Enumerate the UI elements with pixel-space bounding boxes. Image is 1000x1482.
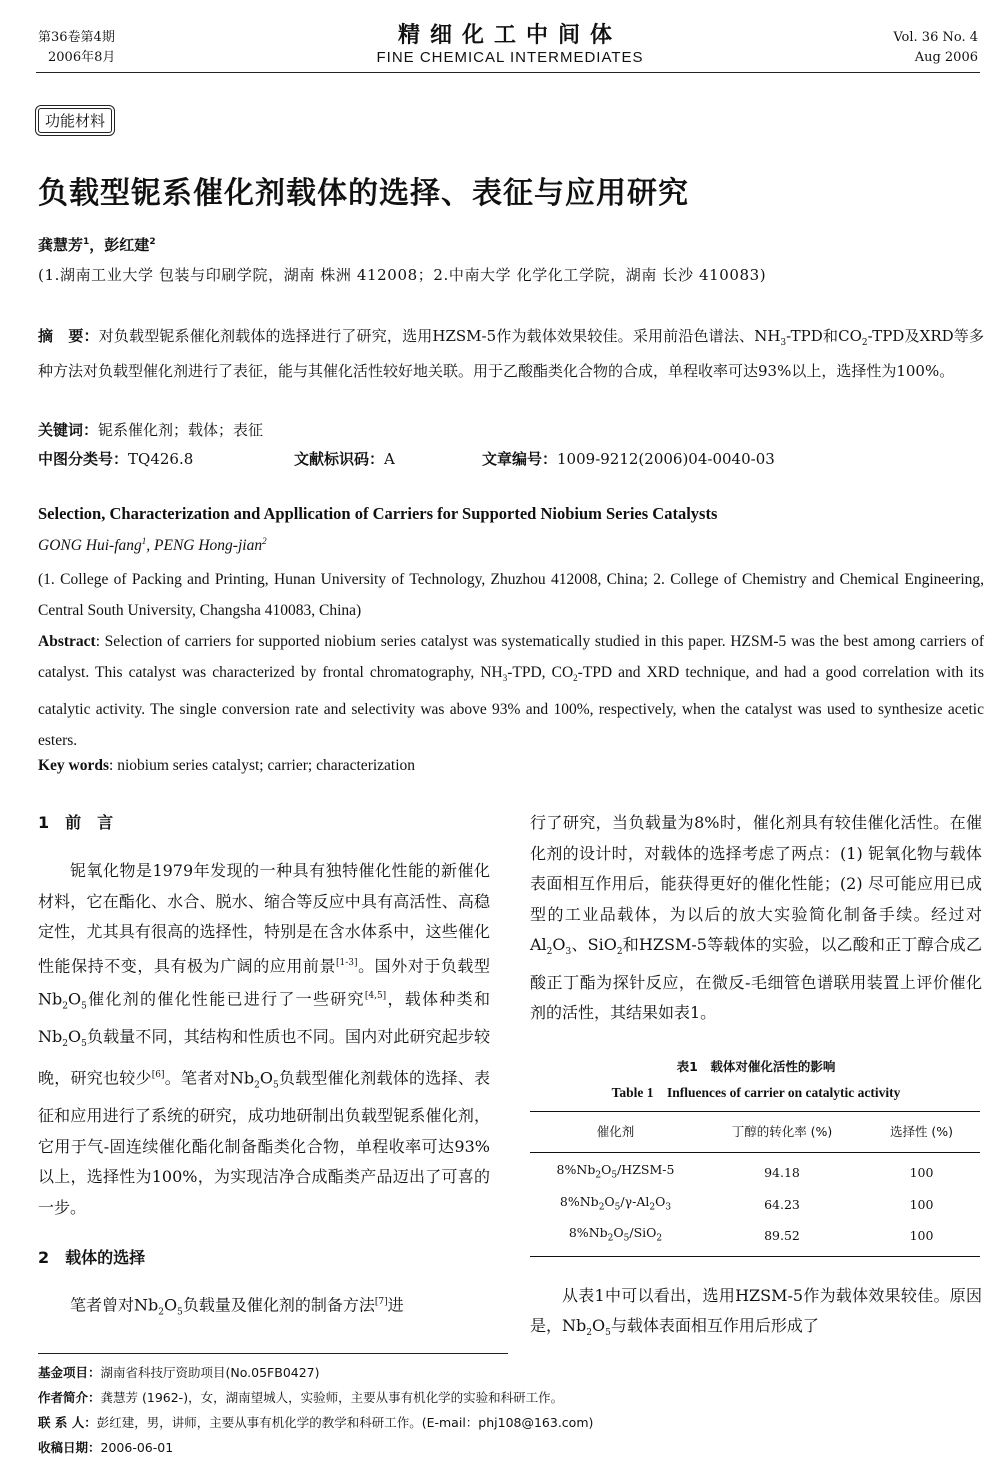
reference-mark: [1-3] [336,957,358,968]
abstract-cn-text: -TPD及XRD等多种方法对负载型催化剂进行了表征，能与其催化活性较好地关联。用于乙酸酯类化合物的合成，单程收率可达93%以上，选择性为100%。 [38,327,984,380]
author-2: 彭红建 [104,236,150,254]
subscript: 5 [81,1001,87,1012]
body-text: O [163,1295,178,1315]
doc-code [294,448,395,469]
doc-code-label: 文献标识码： [294,450,385,468]
keywords-cn-label: 关键词： [38,421,99,439]
table-header-row [530,1111,980,1153]
keywords-en-text: : niobium series catalyst; carrier; characterization [109,757,416,774]
affiliation-en: (1. College of Packing and Printing, Hunan University of Technology, Zhuzhou 412008, China; 2. College of Chemistry and Chemical Engineering, Central South University, Changsha 410083, China) [38,571,984,619]
body-text: 笔者曾对Nb [70,1295,159,1315]
abstract-cn-text: -TPD和CO [786,327,862,345]
abstract-en-text: -TPD and XRD technique, and had a good correlation with its catalytic activity. The single conversion rate and selectivity was above 93% and 100%, respectively, when the catalyst was used to synthesize acetic esters. [38,664,984,750]
footnote-label: 基金项目： [38,1365,101,1380]
header-rule [36,72,980,73]
author-2-en: PENG Hong-jian [154,537,263,555]
subscript: 5 [272,1080,279,1091]
table-cell-conversion: 94.18 [764,1165,800,1181]
body-text: 从表1中可以看出，选用HZSM-5作为载体效果较佳。原因是，Nb [530,1285,982,1336]
body-text: 铌氧化物是1979年发现的一种具有独特催化性能的新催化材料，它在酯化、水合、脱水、缩合等反应中具有高活性、高稳定性，尤其具有很高的选择性，特别是在含水体系中，这些催化性能保持不变，具有极为广阔的应用前景 [38,861,490,975]
table-cell-catalyst: $8\%Nb_2O_5/\gamma-Al_2O_3$ [559,1193,672,1213]
footnote-text: 湖南省科技厅资助项目(No.05FB0427) [100,1365,320,1380]
article-number-value: 1009-9212(2006)04-0040-03 [557,450,775,468]
footnote-text: 彭红建，男，讲师，主要从事有机化学的教学和科研工作。(E-mail：phj108@163.com) [96,1415,594,1430]
section-2-heading: 2 载体的选择 [38,1248,146,1268]
table-cell-selectivity: 100 [863,1220,980,1256]
date-cn: 2006年8月 [48,50,116,65]
abstract-cn-label: 摘 要： [38,327,99,345]
author-1: 龚慧芳 [38,236,84,254]
table-cell-selectivity: 100 [909,1165,934,1181]
body-text: 进 [387,1295,404,1315]
body-text: ，载体种类和Nb [38,989,490,1047]
subscript: 2 [546,947,553,958]
subscript: 2 [62,1001,68,1012]
keywords-cn-text: 铌系催化剂；载体；表征 [98,421,264,439]
section-1-paragraph [38,856,490,1223]
table-row [530,1220,980,1256]
abstract-en-text: -TPD, CO [507,664,574,681]
footnote-label: 作者简介： [38,1390,101,1405]
subscript: 2 [158,1307,164,1318]
footnote-author [38,1385,593,1410]
keywords-en-label: Key words [38,757,110,774]
authors-en [38,536,267,555]
author-separator: , [146,537,155,555]
article-title-en: Selection, Characterization and Appllication of Carriers for Supported Niobium Series Catalysts [38,504,718,523]
footnote-text: 2006-06-01 [100,1440,174,1455]
footnote-received [38,1435,593,1460]
journal-name-cn: 精细化工中间体 [397,23,622,48]
footnote-text: 龚慧芳 (1962-)，女，湖南望城人，实验师，主要从事有机化学的实验和科研工作。 [100,1390,564,1405]
header-volume-cn [38,28,115,68]
affiliation-cn: (1.湖南工业大学 包装与印刷学院，湖南 株洲 412008；2.中南大学 化学化工学院，湖南 长沙 410083) [38,266,767,284]
clc-number [38,448,193,469]
section-2-paragraph [38,1287,490,1328]
table-1 [530,1057,982,1257]
body-text: 、SiO [571,935,617,954]
reference-mark: [6] [151,1070,165,1081]
author-1-en: GONG Hui-fang [38,537,142,555]
article-number-label: 文章编号： [482,450,558,468]
body-text: O [67,989,82,1009]
keywords-cn [38,416,984,444]
body-text: 负载型催化剂载体的选择、表征和应用进行了系统的研究，成功地研制出负载型铌系催化剂，它用于气-固连续催化酯化制备酯类化合物，单程收率可达93%以上，选择性为100%，为实现洁净合成酯类产品迈出了可喜的一步。 [38,1068,490,1217]
table-row [530,1153,980,1189]
body-text: 与载体表面相互作用后形成了 [610,1316,819,1336]
author-separator: ， [89,236,105,254]
table-cell-conversion: 89.52 [701,1220,863,1256]
table-cell-conversion: 64.23 [764,1196,800,1212]
subscript: 2 [861,338,868,348]
subscript: 2 [254,1080,260,1091]
subscript: 3 [502,673,508,684]
body-text: 负载量及催化剂的制备方法 [182,1295,375,1315]
subscript: 3 [780,338,787,348]
body-text: O [591,1316,606,1336]
subscript: 5 [177,1307,183,1318]
section-tag: 功能材料 [38,108,112,133]
table-row [530,1189,980,1221]
body-text: O [67,1027,82,1047]
subscript: 2 [586,1328,592,1339]
footnote-label: 收稿日期： [38,1440,101,1455]
journal-name-en: FINE CHEMICAL INTERMEDIATES [376,49,644,66]
body-text: O [552,935,566,954]
table-1-grid [530,1111,980,1257]
section-2-continued [530,808,982,1029]
date-en: Aug 2006 [914,50,978,65]
subscript: 3 [565,947,572,958]
reference-mark: [7] [374,1297,388,1308]
journal-name [300,18,720,66]
abstract-cn [38,322,984,385]
authors-cn [38,234,156,255]
footnote-contact [38,1410,593,1435]
article-number [482,448,775,469]
table-header-cell: 催化剂 [530,1111,701,1153]
body-text: 催化剂的催化性能已进行了一些研究 [86,989,365,1009]
body-text: 行了研究，当负载量为8%时，催化剂具有较佳催化活性。在催化剂的设计时，对载体的选择考虑了两点：(1) 铌氧化物与载体表面相互作用后，能获得更好的催化性能；(2) 尽可能应用已成型的工业品载体，为以后的放大实验简化制备手续。经过对Al [530,813,982,954]
article-title: 负载型铌系催化剂载体的选择、表征与应用研究 [38,176,689,211]
footnote-fund [38,1360,593,1385]
header-volume-en [893,28,978,68]
table-header-cell: 丁醇的转化率 (%) [701,1111,863,1153]
volume-issue-en: Vol. 36 No. 4 [893,30,978,45]
table-cell-selectivity: 100 [909,1196,934,1212]
footnote-rule [38,1353,508,1354]
body-text: 负载量不同，其结构和性质也不同。国内对此研究起步较晚，研究也较少 [38,1027,490,1088]
clc-value: TQ426.8 [128,450,194,468]
table-cell-catalyst: $8\%Nb_2O_5/HZSM-5$ [556,1162,675,1181]
table-cell-catalyst: $8\%Nb_2O_5/SiO_2$ [530,1220,701,1256]
body-text: 。国外对于负载型Nb [38,955,490,1009]
doc-code-value: A [384,450,395,468]
subscript: 5 [605,1328,611,1339]
table-header-cell: 选择性 (%) [863,1111,980,1153]
keywords-en [38,750,984,781]
section-1-heading: 1 前 言 [38,813,114,832]
body-text: 。笔者对Nb [164,1068,255,1088]
subscript: 2 [62,1039,68,1050]
body-right-column [530,808,982,1349]
author-2-mark: 2 [149,237,156,247]
footnote-label: 联 系 人： [38,1415,97,1430]
abstract-cn-text: 对负载型铌系催化剂载体的选择进行了研究，选用HZSM-5作为载体效果较佳。采用前沿色谱法、NH [98,327,781,345]
body-text: 和HZSM-5等载体的实验，以乙酸和正丁醇合成乙酸正丁酯为探针反应，在微反-毛细管色谱联用装置上评价催化剂的活性，其结果如表1。 [530,935,982,1023]
footnotes [38,1360,593,1460]
clc-label: 中图分类号： [38,450,129,468]
reference-mark: [4,5] [364,991,387,1002]
volume-issue-cn: 第36卷第4期 [38,30,115,45]
abstract-en-label: Abstract [38,633,96,650]
author-1-mark: 1 [83,237,90,247]
body-text: O [259,1068,273,1088]
subscript: 5 [81,1039,87,1050]
subscript: 2 [573,673,578,684]
author-1-mark: 1 [141,536,147,546]
section-2-after-table [530,1281,982,1349]
table-caption-cn: 表1 载体对催化活性的影响 [676,1058,836,1074]
body-left-column [38,808,490,1328]
abstract-en [38,626,984,756]
author-2-mark: 2 [262,536,267,546]
abstract-en-text: : Selection of carriers for supported niobium series catalyst was systematically studied in this paper. HZSM-5 was the best among carriers of catalyst. This catalyst was characterized by frontal chromatography, NH [38,633,984,681]
table-caption-en: Table 1 Influences of carrier on catalytic activity [611,1084,901,1100]
subscript: 2 [616,947,623,958]
